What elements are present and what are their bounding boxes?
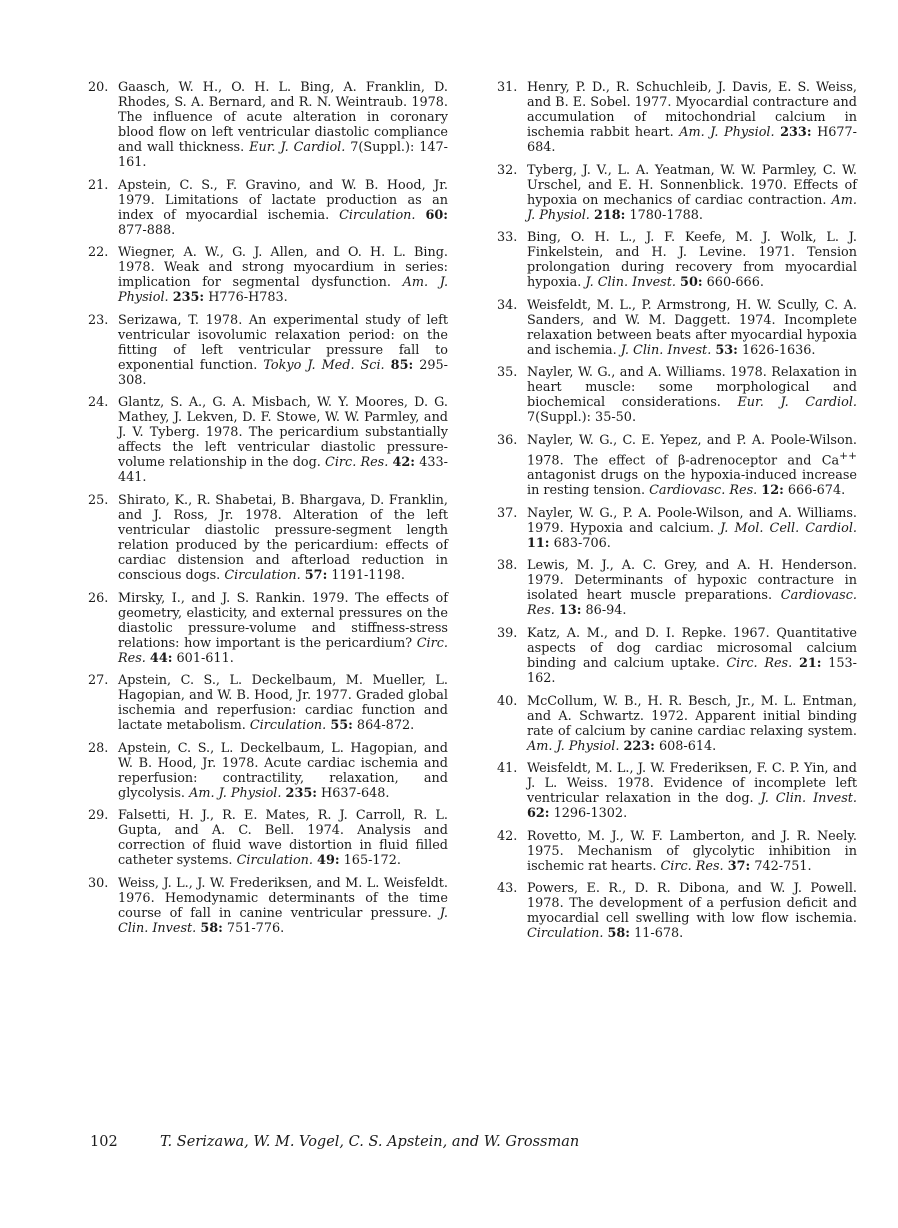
reference-text: H677-684. [527, 125, 858, 155]
journal-name: Cardiovasc. Res. [527, 588, 857, 619]
reference-text: 864-872. [352, 718, 415, 734]
reference-number: 38. [497, 558, 518, 574]
reference-text: Nayler, W. G., C. E. Yepez, and P. A. Poole-Wilson. 1978. The effect of β-adrenoceptor and Ca [527, 432, 857, 469]
journal-name: J. Clin. Invest. [760, 791, 857, 807]
reference-text: 683-706. [549, 535, 611, 551]
reference-text: 295-308. [118, 357, 448, 388]
reference-number: 41. [497, 761, 518, 777]
reference-text: 877-888. [118, 222, 176, 238]
reference-item [497, 298, 857, 358]
reference-item [88, 673, 448, 733]
journal-name: Circulation. [236, 853, 313, 869]
reference-item [497, 80, 857, 155]
volume-number: 49: [317, 853, 340, 869]
reference-text [416, 208, 426, 223]
reference-number: 32. [497, 162, 518, 178]
reference-text: 433-441. [118, 455, 448, 486]
reference-text: Henry, P. D., R. Schuchleib, J. Davis, E. S. Weiss, and B. E. Sobel. 1977. Myocardial contracture and accumulation of mitochondrial calcium in ischemia rabbit heart. [527, 80, 857, 140]
reference-number: 43. [497, 881, 518, 897]
journal-name: Circ. Res. [660, 858, 724, 874]
reference-text: 608-614. [654, 738, 717, 754]
reference-number: 36. [497, 432, 518, 448]
reference-text: 751-776. [222, 920, 285, 936]
reference-text: Falsetti, H. J., R. E. Mates, R. J. Carroll, R. L. Gupta, and A. C. Bell. 1974. Analysis and correction of fluid wave distortion in fluid filled catheter systems. [118, 808, 448, 869]
reference-text: McCollum, W. B., H. R. Besch, Jr., M. L. Entman, and A. Schwartz. 1972. Apparent initial binding rate of calcium by canine cardiac relaxing system. [527, 693, 857, 739]
reference-text: Apstein, C. S., F. Gravino, and W. B. Hood, Jr. 1979. Limitations of lactate production as an index of myocardial ischemia. [118, 177, 448, 223]
reference-number: 24. [88, 395, 109, 411]
reference-text: 742-751. [750, 858, 812, 874]
journal-name: Am. J. Physiol. [527, 738, 620, 754]
reference-text: 1191-1198. [327, 567, 405, 583]
reference-text: 1296-1302. [549, 806, 628, 822]
reference-item [497, 881, 857, 941]
volume-number: 42: [392, 455, 416, 471]
volume-number: 53: [715, 342, 738, 358]
reference-number: 42. [497, 828, 518, 844]
journal-name: Cardiovasc. Res. [649, 483, 758, 499]
reference-text: 1626-1636. [737, 342, 816, 358]
journal-name: Am. J. Physiol. [118, 275, 449, 306]
reference-number: 23. [88, 312, 109, 328]
reference-text [792, 656, 799, 671]
journal-name: J. Clin. Invest. [585, 275, 676, 291]
journal-name: J. Clin. Invest. [118, 905, 448, 936]
reference-number: 26. [88, 590, 109, 606]
volume-number: 57: [304, 567, 328, 583]
reference-text: Gaasch, W. H., O. H. L. Bing, A. Franklin, D. Rhodes, S. A. Bernard, and R. N. Weintraub. 1978. The influence of acute alteration in coronary blood flow on left ventricular diastolic compliance and wall thickness. [118, 80, 448, 155]
journal-name: Circulation. [224, 567, 301, 583]
reference-text: 666-674. [783, 483, 846, 499]
journal-name: Circulation. [339, 207, 416, 223]
reference-item [497, 694, 857, 754]
reference-item [497, 230, 857, 290]
reference-text: 86-94. [581, 603, 627, 619]
reference-column-right [497, 80, 857, 949]
volume-number: 58: [607, 926, 631, 942]
reference-text: Lewis, M. J., A. C. Grey, and A. H. Henderson. 1979. Determinants of hypoxic contracture in isolated heart muscle preparations. [527, 558, 857, 604]
reference-text: Mirsky, I., and J. S. Rankin. 1979. The effects of geometry, elasticity, and external pressures on the diastolic pressure-volume and stiffness-stress relations: how important is the pericardium? [118, 590, 448, 651]
reference-item [497, 829, 857, 874]
reference-item [88, 80, 448, 170]
volume-number: 223: [623, 738, 655, 754]
journal-name: Am. J. Physiol. [189, 785, 282, 801]
volume-number: 233: [780, 125, 812, 140]
reference-number: 35. [497, 365, 518, 381]
volume-number: 37: [727, 858, 751, 874]
reference-text: Bing, O. H. L., J. F. Keefe, M. J. Wolk, L. J. Finkelstein, and H. J. Levine. 1971. Tension prolongation during recovery from myocardial hypoxia. [527, 230, 857, 291]
journal-name: Am. J. Physiol. [679, 125, 775, 140]
volume-number: 58: [200, 920, 223, 936]
running-authors: T. Serizawa, W. M. Vogel, C. S. Apstein, and W. Grossman [160, 1134, 580, 1150]
journal-name: Circulation. [527, 926, 604, 942]
reference-text: antagonist drugs on the hypoxia-induced increase in resting tension. [527, 468, 857, 499]
page-number: 102 [90, 1134, 118, 1150]
reference-text: Serizawa, T. 1978. An experimental study of left ventricular isovolumic relaxation period: on the fitting of left ventricular pressure fall to exponential function. [118, 312, 448, 373]
volume-number: 44: [149, 650, 173, 666]
reference-text: H637-648. [316, 785, 390, 801]
journal-name: Circ. Res. [118, 635, 448, 666]
reference-text: 11-678. [630, 926, 684, 942]
volume-number: 50: [680, 275, 703, 291]
volume-number: 235: [172, 290, 205, 306]
reference-item [497, 433, 857, 498]
reference-number: 22. [88, 245, 109, 261]
reference-text: Rovetto, M. J., W. F. Lamberton, and J. R. Neely. 1975. Mechanism of glycolytic inhibition in ischemic rat hearts. [527, 828, 857, 874]
reference-item [88, 178, 448, 238]
reference-text: 7(Suppl.): 35-50. [527, 410, 637, 426]
reference-number: 27. [88, 673, 109, 689]
reference-number: 37. [497, 505, 518, 521]
reference-text: 7(Suppl.): 147-161. [118, 140, 448, 170]
volume-number: 235: [285, 785, 317, 801]
reference-number: 28. [88, 740, 109, 756]
journal-name: Eur. J. Cardiol. [737, 395, 857, 411]
reference-number: 34. [497, 297, 518, 313]
reference-number: 21. [88, 177, 109, 193]
journal-name: Circ. Res. [325, 455, 389, 471]
reference-number: 25. [88, 492, 109, 508]
reference-item [497, 506, 857, 551]
reference-text: H776-H783. [204, 290, 288, 306]
reference-item [497, 558, 857, 618]
journal-name: Am. J. Physiol. [527, 192, 857, 223]
journal-name: Eur. J. Cardiol. [249, 140, 346, 155]
reference-item [88, 876, 448, 936]
volume-number: 13: [558, 603, 582, 619]
reference-item [88, 313, 448, 388]
reference-item [88, 741, 448, 801]
journal-name: Circ. Res. [726, 656, 793, 672]
volume-number: 85: [390, 357, 414, 373]
volume-number: 21: [798, 656, 822, 672]
volume-number: 62: [527, 806, 550, 822]
reference-text: Apstein, C. S., L. Deckelbaum, M. Mueller, L. Hagopian, and W. B. Hood, Jr. 1977. Graded global ischemia and reperfusion: cardiac function and lactate metabolism. [118, 673, 448, 734]
volume-number: 11: [527, 535, 550, 551]
reference-text: 1780-1788. [625, 207, 703, 223]
reference-text: Weisfeldt, M. L., J. W. Frederiksen, F. C. P. Yin, and J. L. Weiss. 1978. Evidence of incomplete left ventricular relaxation in the dog. [527, 761, 857, 807]
reference-item [88, 245, 448, 305]
reference-item [88, 395, 448, 485]
journal-name: Tokyo J. Med. Sci. [263, 357, 385, 373]
reference-number: 31. [497, 80, 518, 95]
reference-text: Apstein, C. S., L. Deckelbaum, L. Hagopian, and W. B. Hood, Jr. 1978. Acute cardiac ischemia and reperfusion: contractility, relaxation, and glycolysis. [118, 740, 448, 801]
reference-number: 30. [88, 875, 109, 891]
journal-name: Circulation. [249, 718, 327, 734]
reference-item [497, 365, 857, 425]
reference-text: Shirato, K., R. Shabetai, B. Bhargava, D. Franklin, and J. Ross, Jr. 1978. Alteration of the left ventricular diastolic pressure-segment length relation produced by the pericardium: effects of cardiac distension and afterload reduction in conscious dogs. [118, 492, 448, 583]
reference-text: Powers, E. R., D. R. Dibona, and W. J. Powell. 1978. The development of a perfusion deficit and myocardial cell swelling with low flow ischemia. [527, 881, 857, 927]
reference-column-left [88, 80, 448, 944]
reference-text: Katz, A. M., and D. I. Repke. 1967. Quantitative aspects of dog cardiac microsomal calcium binding and calcium uptake. [527, 626, 857, 672]
reference-text: Tyberg, J. V., L. A. Yeatman, W. W. Parmley, C. W. Urschel, and E. H. Sonnenblick. 1970. Effects of hypoxia on mechanics of cardiac contraction. [527, 162, 857, 208]
reference-item [497, 761, 857, 821]
page-footer [90, 1133, 579, 1151]
superscript: ++ [839, 448, 857, 462]
reference-item [88, 808, 448, 868]
reference-text: 601-611. [172, 650, 234, 666]
reference-number: 29. [88, 808, 109, 824]
volume-number: 218: [593, 207, 626, 223]
reference-text: Nayler, W. G., P. A. Poole-Wilson, and A. Williams. 1979. Hypoxia and calcium. [527, 505, 857, 536]
reference-item [88, 493, 448, 583]
reference-text: 660-666. [702, 275, 764, 291]
reference-text: 165-172. [339, 853, 401, 869]
reference-item [88, 591, 448, 666]
journal-name: J. Clin. Invest. [620, 342, 712, 358]
reference-text: Wiegner, A. W., G. J. Allen, and O. H. L. Bing. 1978. Weak and strong myocardium in series: implication for segmental dysfunction. [118, 245, 448, 291]
reference-text: 153-162. [527, 656, 857, 687]
volume-number: 60: [425, 207, 448, 223]
reference-number: 40. [497, 693, 518, 709]
reference-number: 20. [88, 80, 109, 95]
journal-name: J. Mol. Cell. Cardiol. [720, 520, 857, 536]
reference-item [497, 626, 857, 686]
reference-text: Glantz, S. A., G. A. Misbach, W. Y. Moores, D. G. Mathey, J. Lekven, D. F. Stowe, W. W. Parmley, and J. V. Tyberg. 1978. The pericardium substantially affects the left ventricular diastolic pressure-volume relationship in the dog. [118, 395, 448, 471]
reference-item [497, 163, 857, 223]
volume-number: 12: [761, 483, 784, 499]
reference-text: Weiss, J. L., J. W. Frederiksen, and M. L. Weisfeldt. 1976. Hemodynamic determinants of the time course of fall in canine ventricular pressure. [118, 875, 448, 921]
reference-number: 33. [497, 230, 518, 246]
volume-number: 55: [330, 718, 353, 734]
reference-text: Nayler, W. G., and A. Williams. 1978. Relaxation in heart muscle: some morphological and biochemical considerations. [527, 365, 857, 411]
reference-number: 39. [497, 626, 518, 642]
reference-text: Weisfeldt, M. L., P. Armstrong, H. W. Scully, C. A. Sanders, and W. M. Daggett. 1974. Incomplete relaxation between beats after myocardial hypoxia and ischemia. [527, 297, 857, 358]
